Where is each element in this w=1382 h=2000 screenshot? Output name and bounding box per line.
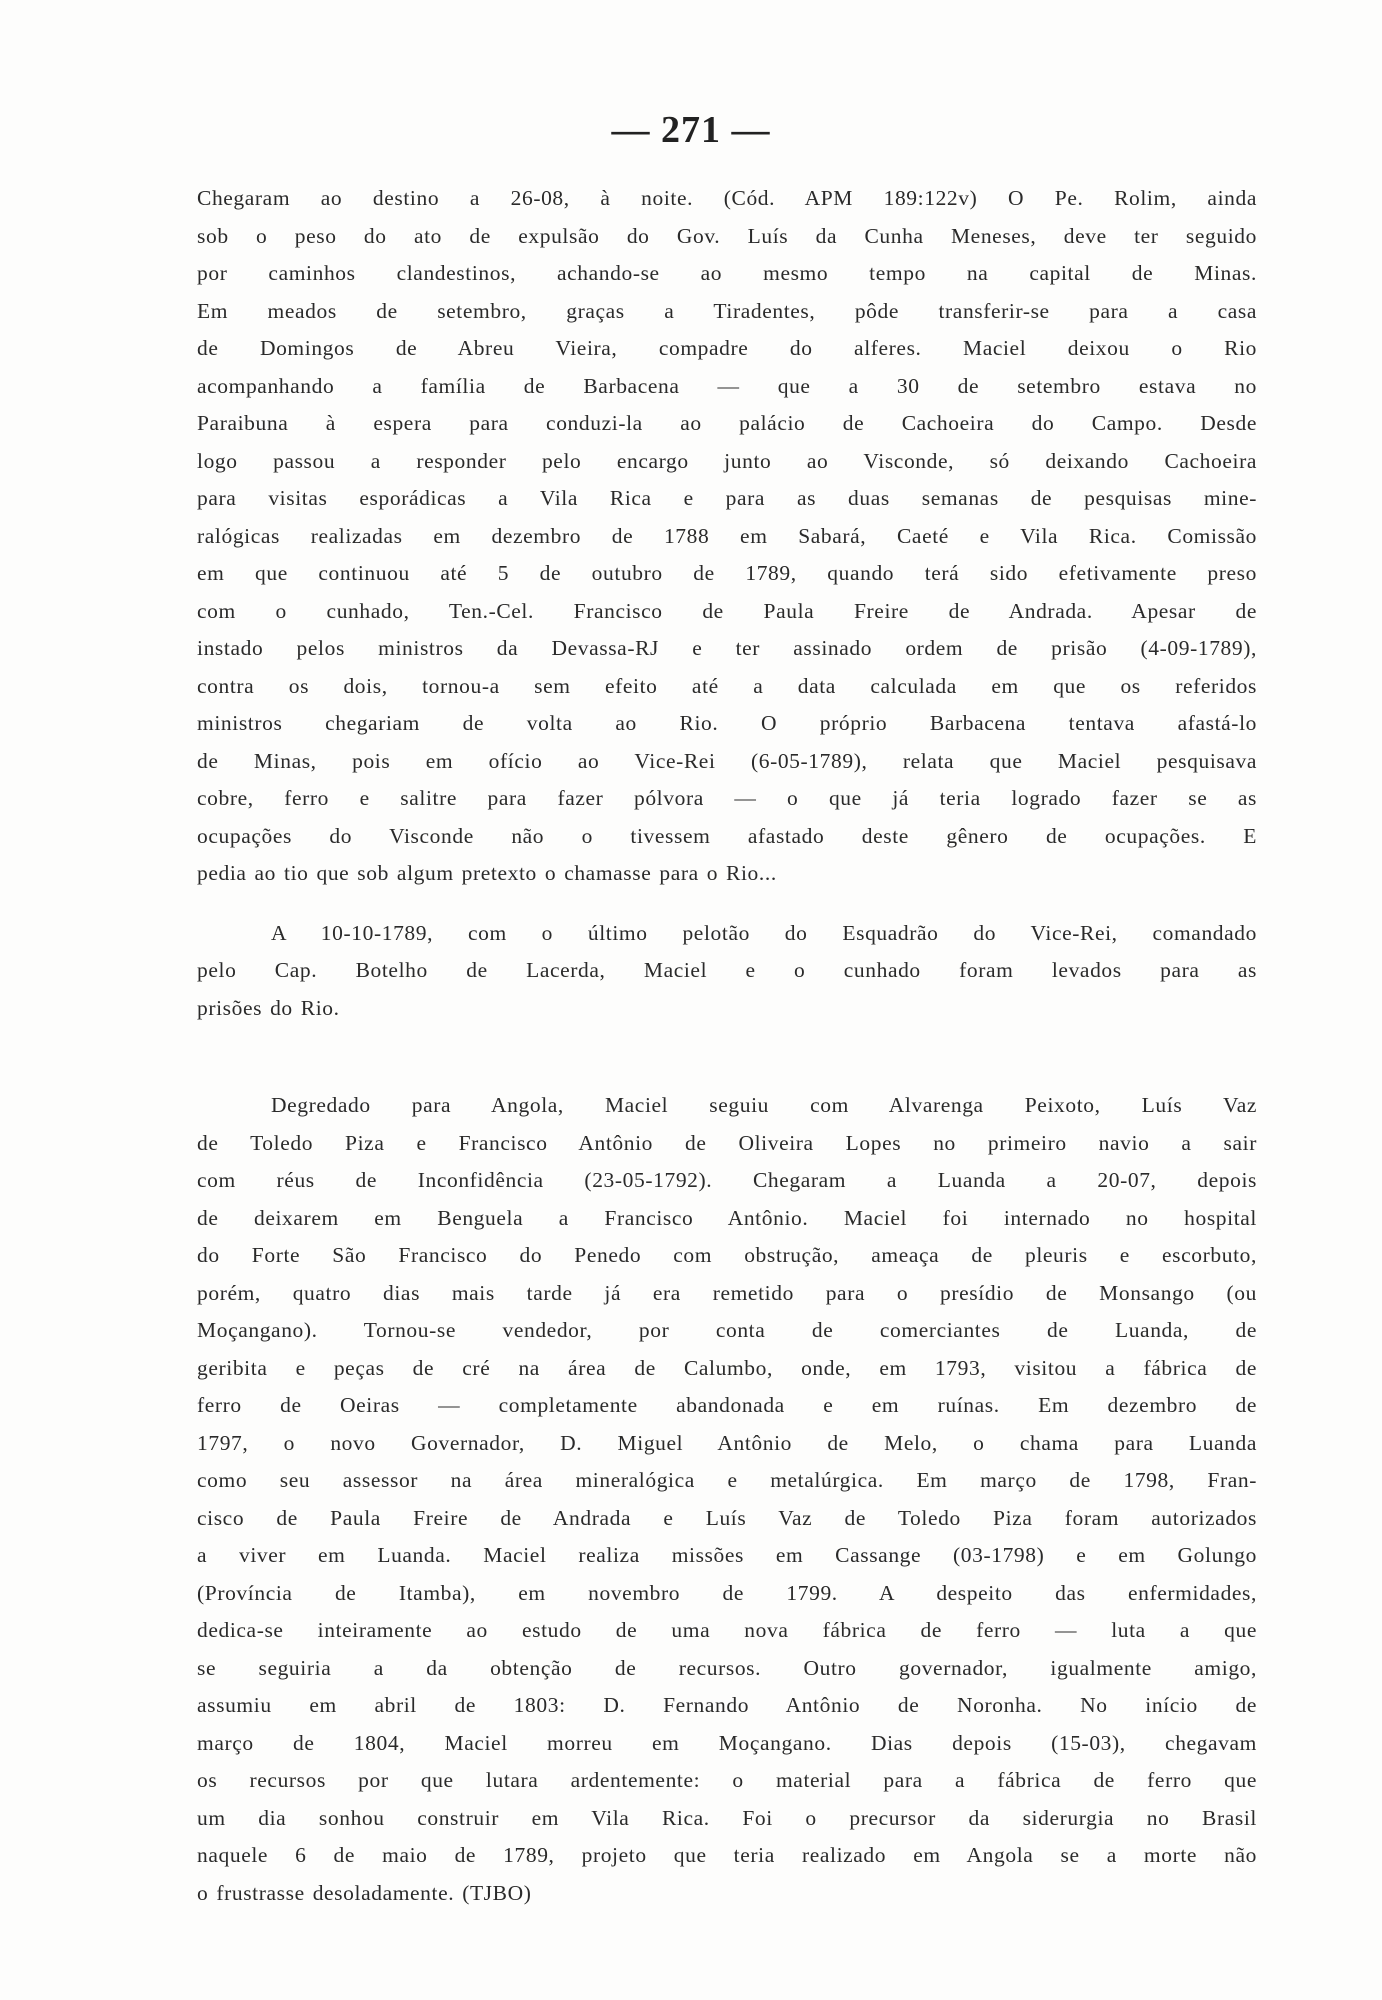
paragraph-1 <box>197 180 1257 893</box>
text-line: pelo Cap. Botelho de Lacerda, Maciel e o cunhado foram levados para as <box>197 958 1257 982</box>
text-line: Em meados de setembro, graças a Tiradentes, pôde transferir-se para a casa <box>197 298 1257 323</box>
paragraph-spacer <box>197 893 1257 915</box>
text-line: instado pelos ministros da Devassa-RJ e ter assinado ordem de prisão (4-09-1789), <box>197 636 1257 660</box>
text-line: de deixarem em Benguela a Francisco Antônio. Maciel foi internado no hospital <box>197 1205 1257 1230</box>
text-line: a viver em Luanda. Maciel realiza missões em Cassange (03-1798) e em Golungo <box>197 1543 1257 1567</box>
text-line: ministros chegariam de volta ao Rio. O próprio Barbacena tentava afastá-lo <box>197 711 1257 735</box>
text-line: de Minas, pois em ofício ao Vice-Rei (6-05-1789), relata que Maciel pesquisava <box>197 748 1257 773</box>
text-line: naquele 6 de maio de 1789, projeto que teria realizado em Angola se a morte não <box>197 1843 1257 1867</box>
body-text <box>197 180 1257 1912</box>
text-line: geribita e peças de cré na área de Calumbo, onde, em 1793, visitou a fábrica de <box>197 1355 1257 1380</box>
text-line: prisões do Rio. <box>197 995 340 1020</box>
text-line: Paraibuna à espera para conduzi-la ao palácio de Cachoeira do Campo. Desde <box>197 411 1257 435</box>
text-line: em que continuou até 5 de outubro de 1789, quando terá sido efetivamente preso <box>197 561 1257 585</box>
text-line: acompanhando a família de Barbacena — que a 30 de setembro estava no <box>197 373 1257 398</box>
text-line: logo passou a responder pelo encargo junto ao Visconde, só deixando Cachoeira <box>197 448 1257 473</box>
text-line: do Forte São Francisco do Penedo com obstrução, ameaça de pleuris e escorbuto, <box>197 1243 1257 1267</box>
text-line: 1797, o novo Governador, D. Miguel Antônio de Melo, o chama para Luanda <box>197 1430 1257 1455</box>
text-line: Chegaram ao destino a 26-08, à noite. (Cód. APM 189:122v) O Pe. Rolim, ainda <box>197 186 1257 210</box>
text-line: A 10-10-1789, com o último pelotão do Esquadrão do Vice-Rei, comandado <box>271 920 1257 945</box>
paragraph-spacer <box>197 1027 1257 1087</box>
text-line: ralógicas realizadas em dezembro de 1788 em Sabará, Caeté e Vila Rica. Comissão <box>197 523 1257 548</box>
paragraph-3 <box>197 1087 1257 1912</box>
text-line: por caminhos clandestinos, achando-se ao mesmo tempo na capital de Minas. <box>197 261 1257 285</box>
text-line: dedica-se inteiramente ao estudo de uma nova fábrica de ferro — luta a que <box>197 1618 1257 1642</box>
text-line: ferro de Oeiras — completamente abandonada e em ruínas. Em dezembro de <box>197 1393 1257 1417</box>
text-line: porém, quatro dias mais tarde já era remetido para o presídio de Monsango (ou <box>197 1280 1257 1305</box>
text-line: sob o peso do ato de expulsão do Gov. Luís da Cunha Meneses, deve ter seguido <box>197 223 1257 248</box>
page-number: — 271 — <box>611 109 771 151</box>
text-line: (Província de Itamba), em novembro de 1799. A despeito das enfermidades, <box>197 1580 1257 1605</box>
text-line: de Toledo Piza e Francisco Antônio de Oliveira Lopes no primeiro navio a sair <box>197 1130 1257 1155</box>
text-line: pedia ao tio que sob algum pretexto o chamasse para o Rio... <box>197 861 777 885</box>
paragraph-2 <box>197 915 1257 1028</box>
text-line: contra os dois, tornou-a sem efeito até a data calculada em que os referidos <box>197 673 1257 698</box>
text-line: os recursos por que lutara ardentemente: o material para a fábrica de ferro que <box>197 1768 1257 1792</box>
text-line: cisco de Paula Freire de Andrada e Luís Vaz de Toledo Piza foram autorizados <box>197 1505 1257 1530</box>
text-line: Moçangano). Tornou-se vendedor, por conta de comerciantes de Luanda, de <box>197 1318 1257 1342</box>
text-line: Degredado para Angola, Maciel seguiu com Alvarenga Peixoto, Luís Vaz <box>271 1093 1257 1117</box>
text-line: de Domingos de Abreu Vieira, compadre do alferes. Maciel deixou o Rio <box>197 336 1257 360</box>
text-line: assumiu em abril de 1803: D. Fernando Antônio de Noronha. No início de <box>197 1693 1257 1717</box>
text-line: cobre, ferro e salitre para fazer pólvora — o que já teria logrado fazer se as <box>197 786 1257 810</box>
text-line: março de 1804, Maciel morreu em Moçangano. Dias depois (15-03), chegavam <box>197 1730 1257 1755</box>
text-line: um dia sonhou construir em Vila Rica. Foi o precursor da siderurgia no Brasil <box>197 1805 1257 1830</box>
text-line: para visitas esporádicas a Vila Rica e para as duas semanas de pesquisas mine- <box>197 486 1257 510</box>
text-line: com o cunhado, Ten.-Cel. Francisco de Paula Freire de Andrada. Apesar de <box>197 598 1257 623</box>
text-line: o frustrasse desoladamente. (TJBO) <box>197 1880 532 1905</box>
text-line: com réus de Inconfidência (23-05-1792). Chegaram a Luanda a 20-07, depois <box>197 1168 1257 1192</box>
text-line: como seu assessor na área mineralógica e metalúrgica. Em março de 1798, Fran- <box>197 1468 1257 1492</box>
text-line: se seguiria a da obtenção de recursos. Outro governador, igualmente amigo, <box>197 1655 1257 1680</box>
text-line: ocupações do Visconde não o tivessem afastado deste gênero de ocupações. E <box>197 823 1257 848</box>
